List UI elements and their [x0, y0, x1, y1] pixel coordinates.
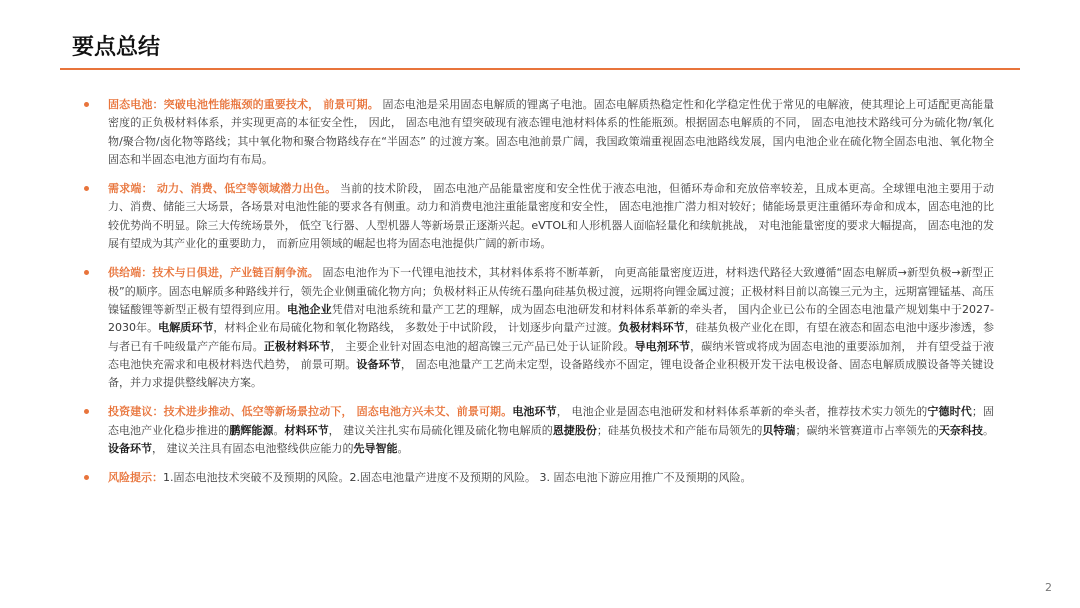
summary-content — [84, 96, 994, 499]
bullet-lead: 风险提示： — [108, 471, 163, 485]
company-name: 宁德时代 — [927, 405, 972, 419]
bullet-text: ；碳纳米管赛道市占率领先的 — [795, 423, 939, 437]
bullet-text: ，材料企业布局硫化物和氧化物路线， 多数处于中试阶段， 计划逐步向量产过渡。 — [213, 321, 619, 335]
bullet-text: 。 — [983, 423, 994, 437]
bullet-item-investment-advice — [84, 403, 994, 458]
bullet-text: ， 电池企业是固态电池研发和材料体系革新的牵头者，推荐技术实力领先的 — [556, 405, 928, 419]
bullet-text: 当前的技术阶段， 固态电池产品能量密度和安全性优于液态电池，但循环寿命和充放倍率较差，且成本更高。全球锂电池主要用于动力、消费、储能三大场景，各场景对电池性能的要求各有侧重。动力和消费电池注重能量密度和安全性， 固态电池推广潜力相对较好；储能场景更注重循环寿命和成本，固态电池的比较优势尚不明显。除三大传统场景外， 低空飞行器、人型机器人等新场景正逐渐兴起。eVTOL和人形机器人面临轻量化和续航挑战， 对电池能量密度的要求大幅提高， 固态电池的发展有望成为其产业化的重要助力， 而新应用领域的崛起也将为固态电池提供广阔的新市场。 — [108, 182, 994, 251]
bold-term: 电池企业 — [287, 302, 332, 316]
bullet-item-risk-warning — [84, 469, 994, 487]
bullet-item-solid-state-battery — [84, 96, 994, 169]
bullet-dot-icon — [84, 475, 89, 480]
company-name: 恩捷股份 — [552, 423, 597, 437]
bullet-text: ，碳纳米管或将成为固态电池的重要添加剂， 并有望受益于液态电池快充需求和电极材料迭代趋势， 前景可期。 — [108, 339, 994, 371]
bold-term: 电解质环节 — [158, 321, 214, 335]
bullet-dot-icon — [84, 270, 89, 275]
bullet-text: ；硅基负极技术和产能布局领先的 — [596, 423, 763, 437]
bullet-lead: 固态电池：突破电池性能瓶颈的重要技术， 前景可期。 — [108, 98, 379, 111]
title-divider — [60, 68, 1020, 70]
bullet-text: 固态电池作为下一代锂电池技术，其材料体系将不断革新， 向更高能量密度迈进，材料迭代路径大致遵循“固态电解质→新型负极→新型正极”的顺序。固态电解质多种路线并行，领先企业侧重硫化物方向；负极材料正从传统石墨向硅基负极过渡，远期将向锂金属过渡；正极材料目前以高镍三元为主，远期富锂锰基、高压镍锰酸锂等新型正极有望得到应用。 — [108, 266, 995, 316]
bullet-text: 1.固态电池技术突破不及预期的风险。2.固态电池量产进度不及预期的风险。 3. 固态电池下游应用推广不及预期的风险。 — [163, 471, 752, 485]
bullet-item-supply-side — [84, 264, 994, 392]
page-number: 2 — [1045, 581, 1052, 594]
bold-term: 负极材料环节 — [618, 321, 685, 335]
bold-term: 材料环节 — [284, 423, 329, 437]
bullet-lead: 供给端：技术与日俱进，产业链百舸争流。 — [108, 266, 319, 280]
company-name: 先导智能 — [353, 442, 398, 456]
bullet-text: 凭借对电池系统和量产工艺的理解，成为固态电池研发和材料体系革新的牵头者， 国内企业已公布的全固态电池量产规划集中于2027-2030年。 — [108, 302, 995, 335]
company-name: 鹏辉能源 — [229, 423, 274, 437]
bold-term: 正极材料环节 — [263, 339, 331, 353]
company-name: 贝特瑞 — [762, 423, 796, 437]
bullet-dot-icon — [84, 186, 89, 191]
bold-term: 电池环节 — [512, 405, 557, 419]
bullet-text: ，硅基负极产业化在即，有望在液态和固态电池中逐步渗透，参与者已有千吨级量产产能布局。 — [108, 321, 995, 353]
bold-term: 设备环节 — [356, 357, 401, 371]
bullet-lead: 投资建议：技术进步推动、低空等新场景拉动下， 固态电池方兴未艾、前景可期。 — [108, 405, 513, 419]
bold-term: 导电剂环节 — [634, 339, 691, 353]
bullet-text: 。 — [273, 423, 285, 437]
page-title: 要点总结 — [72, 35, 161, 60]
bullet-lead: 需求端： 动力、消费、低空等领域潜力出色。 — [108, 182, 337, 196]
bold-term: 设备环节 — [108, 442, 152, 456]
company-name: 天奈科技 — [938, 423, 983, 437]
bullet-text: ， 建议关注扎实布局硫化锂及硫化物电解质的 — [328, 423, 553, 437]
bullet-text: ， 固态电池量产工艺尚未定型，设备路线亦不固定，锂电设备企业积极开发干法电极设备、固态电解质成膜设备等关键设备，并力求提供整线解决方案。 — [108, 357, 994, 390]
bullet-dot-icon — [84, 102, 89, 107]
bullet-text: ， 主要企业针对固态电池的超高镍三元产品已处于认证阶段。 — [330, 339, 635, 353]
bullet-text: ， 建议关注具有固态电池整线供应能力的 — [152, 442, 354, 456]
bullet-item-demand-side — [84, 180, 994, 253]
bullet-text: 固态电池是采用固态电解质的锂离子电池。固态电解质热稳定性和化学稳定性优于常见的电解液，使其理论上可适配更高能量密度的正负极材料体系，并实现更高的本征安全性， 因此， 固态电池有望突破现有液态锂电池材料体系的性能瓶颈。根据固态电解质的不同， 固态电池技术路线可分为硫化物/氧化物/聚合物/卤化物等路线；其中氧化物和聚合物路线存在“半固态” 的过渡方案。固态电池前景广阔，我国政策端重视固态电池路线发展，国内电池企业在硫化物全固态电池、氧化物全固态和半固态电池方面均有布局。 — [108, 98, 995, 166]
bullet-text: 。 — [397, 442, 409, 456]
bullet-dot-icon — [84, 409, 89, 414]
bullet-text: ；固态电池产业化稳步推进的 — [108, 405, 995, 437]
